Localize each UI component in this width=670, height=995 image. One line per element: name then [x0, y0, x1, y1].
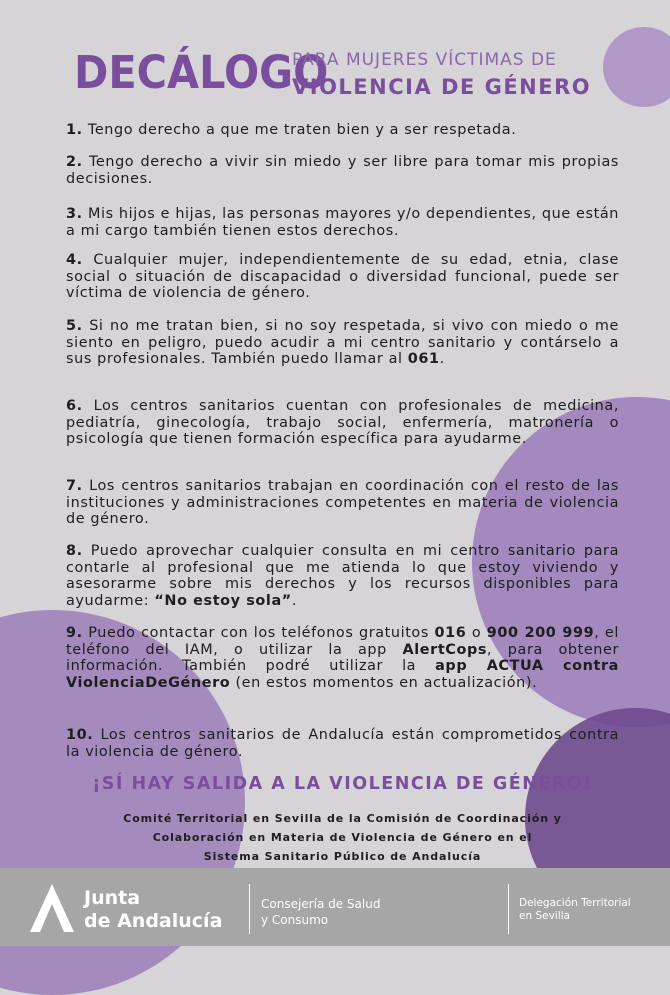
- item-number: 8.: [66, 543, 83, 559]
- committee-credit: [66, 809, 619, 866]
- consejeria-line2: y Consumo: [261, 913, 329, 927]
- phone-900: 900 200 999: [486, 625, 595, 641]
- list-item: [66, 206, 619, 239]
- item-text: o: [466, 625, 487, 641]
- item-text: Los centros sanitarios cuentan con profesionales de medicina, pediatría, ginecología, trabajo social, enfermería, matronería o psicología que tienen formación específica para ayudarme.: [66, 398, 619, 448]
- item-text: Tengo derecho a que me traten bien y a ser respetada.: [87, 122, 517, 138]
- list-item: [66, 398, 619, 448]
- item-bold: 061: [407, 351, 440, 368]
- list-item: [66, 625, 619, 691]
- junta-line2: de Andalucía: [84, 910, 223, 932]
- item-text: , el teléfono del IAM, o utilizar la app: [66, 625, 619, 658]
- item-text-end: .: [291, 592, 297, 609]
- item-text: Si no me tratan bien, si no soy respetada, si vivo con miedo o me siento en peligro, puedo acudir a mi centro sanitario y contárselo a sus profesionales. También puedo llamar al: [66, 318, 619, 368]
- subtitle-line1: PARA MUJERES VÍCTIMAS DE: [292, 50, 557, 70]
- app-alertcops: AlertCops: [402, 641, 488, 658]
- list-item: [66, 252, 619, 302]
- item-text: (en estos momentos en actualización).: [230, 674, 538, 691]
- list-item: [66, 122, 619, 139]
- committee-line2: Colaboración en Materia de Violencia de Género en el: [152, 831, 533, 844]
- item-text: Tengo derecho a vivir sin miedo y ser libre para tomar mis propias decisiones.: [66, 154, 619, 187]
- divider: [249, 884, 250, 934]
- slogan: ¡SÍ HAY SALIDA A LA VIOLENCIA DE GÉNERO!: [92, 774, 593, 794]
- app-actua: app ACTUA contra ViolenciaDeGénero: [66, 658, 619, 691]
- delegacion-line1: Delegación Territorial: [519, 897, 631, 909]
- item-text: Los centros sanitarios trabajan en coordinación con el resto de las instituciones y administraciones competentes en materia de violencia de género.: [66, 478, 619, 528]
- committee-line3: Sistema Sanitario Público de Andalucía: [203, 850, 482, 863]
- item-number: 7.: [66, 478, 83, 494]
- item-number: 5.: [66, 318, 83, 334]
- footer: [0, 868, 670, 946]
- list-item: [66, 154, 619, 187]
- committee-line1: Comité Territorial en Sevilla de la Comisión de Coordinación y: [123, 812, 562, 825]
- header: [74, 42, 634, 112]
- item-number: 6.: [66, 398, 83, 414]
- item-bold: “No estoy sola”: [154, 592, 292, 609]
- junta-line1: Junta: [84, 887, 141, 909]
- list-item: [66, 543, 619, 609]
- item-number: 3.: [66, 206, 83, 222]
- item-number: 9.: [66, 625, 83, 641]
- consejeria-line1: Consejería de Salud: [261, 897, 381, 911]
- junta-andalucia-logo-icon: [30, 884, 74, 932]
- page-title: DECÁLOGO: [74, 46, 329, 99]
- item-text: Los centros sanitarios de Andalucía están comprometidos contra la violencia de género.: [66, 727, 619, 760]
- list-item: [66, 478, 619, 528]
- item-text: Cualquier mujer, independientemente de su edad, etnia, clase social o situación de discapacidad o diversidad funcional, puede ser víctima de violencia de género.: [66, 252, 619, 302]
- divider: [508, 884, 509, 934]
- item-number: 1.: [66, 122, 83, 138]
- item-text: Puedo contactar con los teléfonos gratuitos: [88, 625, 435, 641]
- item-text: Puedo aprovechar cualquier consulta en mi centro sanitario para contarle al profesional que me atienda lo que estoy viviendo y asesorarme sobre mis derechos y los recursos disponibles para ayudarme:: [66, 543, 619, 609]
- item-text: , para obtener información. También podré utilizar la: [66, 641, 619, 675]
- list-item: [66, 318, 619, 368]
- item-text-end: .: [439, 351, 445, 368]
- item-number: 10.: [66, 727, 94, 743]
- delegacion-line2: en Sevilla: [519, 910, 570, 922]
- subtitle-line2: VIOLENCIA DE GÉNERO: [292, 75, 592, 99]
- item-number: 4.: [66, 252, 83, 268]
- phone-016: 016: [434, 625, 467, 641]
- list-item: [66, 727, 619, 760]
- item-number: 2.: [66, 154, 83, 170]
- item-text: Mis hijos e hijas, las personas mayores y/o dependientes, que están a mi cargo también tienen estos derechos.: [66, 206, 619, 239]
